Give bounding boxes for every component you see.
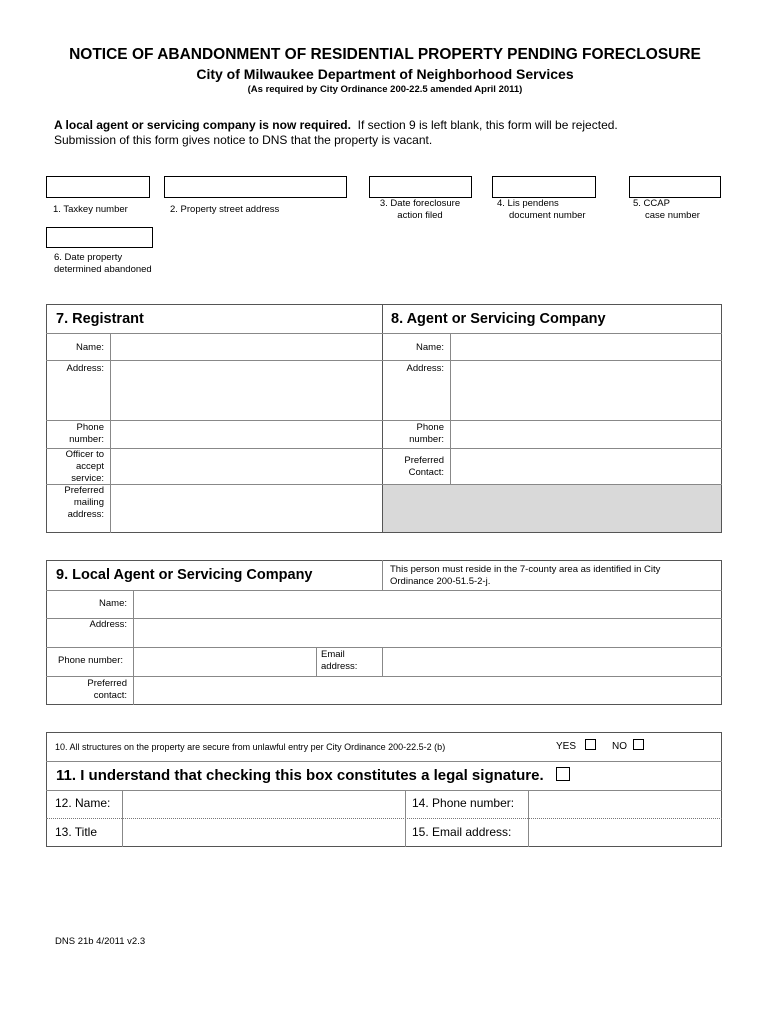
legal-signature-statement: 11. I understand that checking this box constitutes a legal signature.	[56, 767, 544, 784]
ccap-input[interactable]	[629, 176, 721, 198]
signer-phone-label: 14. Phone number:	[412, 796, 515, 810]
local-agent-heading: 9. Local Agent or Servicing Company	[56, 567, 313, 583]
agent-phone-input[interactable]	[451, 421, 721, 447]
taxkey-label: 1. Taxkey number	[53, 204, 128, 215]
secure-question: 10. All structures on the property are secure from unlawful entry per City Ordinance 200-22.5-2 (b)	[55, 742, 446, 752]
local-agent-contact-label: Preferred contact:	[87, 678, 127, 701]
intro-bold: A local agent or servicing company is now required.	[54, 118, 351, 132]
form-code: DNS 21b 4/2011 v2.3	[55, 936, 146, 947]
signer-name-input[interactable]	[123, 791, 404, 817]
agent-contact-label: Preferred Contact:	[404, 455, 444, 478]
local-agent-email-input[interactable]	[383, 648, 721, 675]
legal-signature-checkbox[interactable]	[556, 767, 570, 781]
no-label: NO	[612, 741, 627, 752]
registrant-address-label: Address:	[66, 363, 104, 374]
foreclosure-date-input[interactable]	[369, 176, 472, 198]
street-address-input[interactable]	[164, 176, 347, 198]
agent-name-label: Name:	[416, 342, 444, 353]
registrant-mailing-input[interactable]	[111, 485, 381, 532]
yes-label: YES	[556, 741, 577, 752]
local-agent-contact-input[interactable]	[134, 677, 721, 704]
local-agent-phone-input[interactable]	[134, 648, 315, 675]
registrant-address-input[interactable]	[111, 361, 381, 419]
local-agent-name-label: Name:	[99, 598, 127, 609]
no-checkbox[interactable]	[633, 739, 644, 750]
signer-email-label: 15. Email address:	[412, 825, 512, 839]
ccap-label: 5. CCAP case number	[633, 198, 700, 221]
yes-checkbox[interactable]	[585, 739, 596, 750]
agent-name-input[interactable]	[451, 334, 721, 359]
agent-address-label: Address:	[406, 363, 444, 374]
registrant-phone-input[interactable]	[111, 421, 381, 447]
abandoned-date-input[interactable]	[46, 227, 153, 248]
agent-address-input[interactable]	[451, 361, 721, 419]
registrant-name-input[interactable]	[111, 334, 381, 359]
shaded-blank-cell	[383, 485, 721, 532]
signer-name-label: 12. Name:	[55, 796, 111, 810]
registrant-phone-label: Phone number:	[69, 422, 104, 445]
agent-heading: 8. Agent or Servicing Company	[391, 311, 606, 327]
street-address-label: 2. Property street address	[170, 204, 280, 215]
form-subtitle: City of Milwaukee Department of Neighborhood Services	[196, 66, 574, 82]
local-agent-address-label: Address:	[89, 619, 127, 630]
ordinance-note: (As required by City Ordinance 200-22.5 amended April 2011)	[247, 84, 523, 95]
taxkey-input[interactable]	[46, 176, 150, 198]
local-agent-address-input[interactable]	[134, 619, 721, 646]
lis-pendens-label: 4. Lis pendens document number	[497, 198, 586, 221]
intro-text	[54, 118, 734, 148]
agent-phone-label: Phone number:	[409, 422, 444, 445]
registrant-officer-input[interactable]	[111, 449, 381, 483]
form-title: NOTICE OF ABANDONMENT OF RESIDENTIAL PROPERTY PENDING FORECLOSURE	[69, 46, 701, 63]
intro-rest: If section 9 is left blank, this form will be rejected.	[350, 118, 618, 132]
signer-title-input[interactable]	[123, 820, 404, 846]
local-agent-phone-label: Phone number:	[58, 655, 123, 666]
signer-email-input[interactable]	[529, 820, 721, 846]
local-agent-note: This person must reside in the 7-county area as identified in City Ordinance 200-51.5-2-j.	[390, 564, 661, 587]
signer-title-label: 13. Title	[55, 825, 98, 839]
local-agent-email-label: Email address:	[321, 649, 358, 672]
abandoned-date-label: 6. Date property determined abandoned	[54, 252, 152, 275]
lis-pendens-input[interactable]	[492, 176, 596, 198]
signer-phone-input[interactable]	[529, 791, 721, 817]
registrant-heading: 7. Registrant	[56, 311, 144, 327]
agent-contact-input[interactable]	[451, 449, 721, 483]
registrant-name-label: Name:	[76, 342, 104, 353]
local-agent-name-input[interactable]	[134, 591, 721, 617]
registrant-mailing-label: Preferred mailing address:	[64, 485, 104, 520]
foreclosure-date-label: 3. Date foreclosure action filed	[379, 198, 461, 221]
intro-line2: Submission of this form gives notice to DNS that the property is vacant.	[54, 133, 433, 147]
registrant-officer-label: Officer to accept service:	[65, 449, 104, 484]
